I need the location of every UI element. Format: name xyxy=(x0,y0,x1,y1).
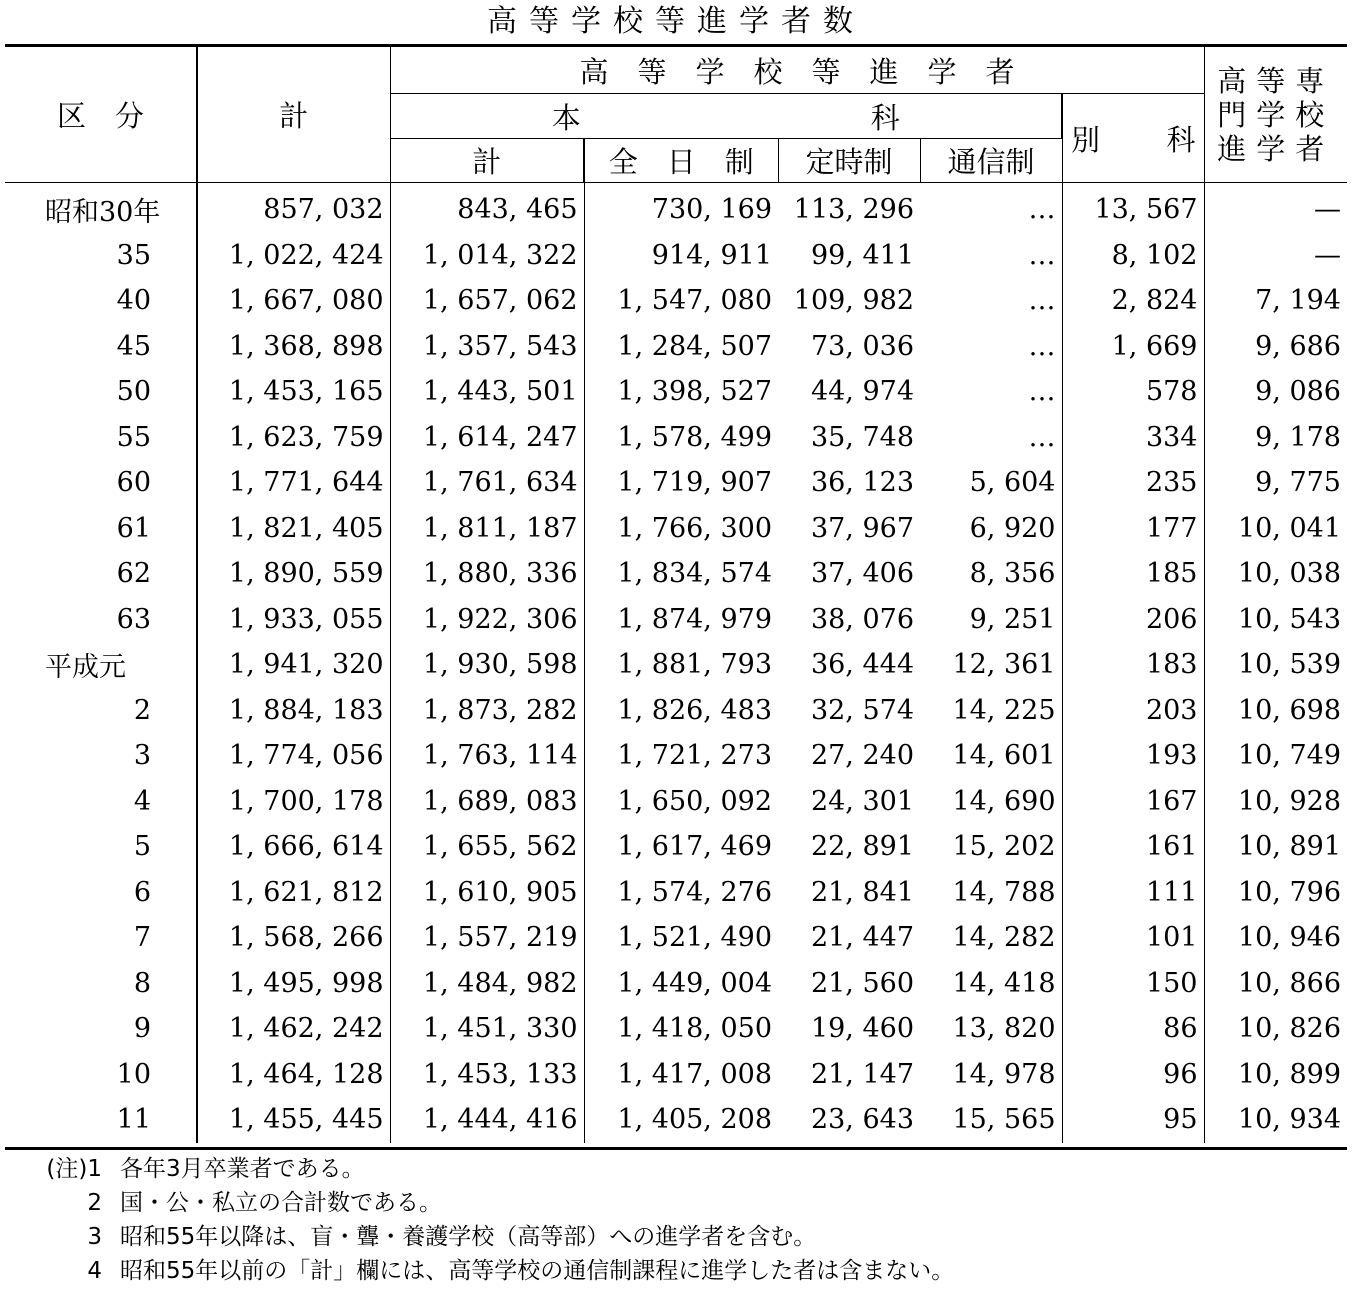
cell-koutou: 10, 826 xyxy=(1204,1006,1347,1052)
cell-bekka: 101 xyxy=(1062,915,1204,961)
cell-parttime: 21, 560 xyxy=(810,967,914,999)
table-row xyxy=(5,779,1347,825)
cell-parttime: 38, 076 xyxy=(810,603,914,635)
cell-parttime: 21, 841 xyxy=(810,876,914,908)
cell-fulltime: 914, 911 xyxy=(584,233,778,279)
cell-parttime: 37, 406 xyxy=(810,558,914,590)
header-koutou-line1: 高等専 xyxy=(1217,63,1335,98)
cell-total: 1, 890, 559 xyxy=(197,551,390,597)
row-label-cell xyxy=(5,506,197,552)
cell-koutou: 9, 686 xyxy=(1204,324,1347,370)
cell-total: 1, 568, 266 xyxy=(197,915,390,961)
row-label-cell xyxy=(5,460,197,506)
cell-honka-total: 1, 761, 634 xyxy=(390,460,584,506)
cell-parttime: 19, 460 xyxy=(810,1013,914,1045)
table-row xyxy=(5,824,1347,870)
page-title: 高等学校等進学者数 xyxy=(487,4,865,39)
cell-total: 1, 623, 759 xyxy=(197,415,390,461)
row-label: 2 xyxy=(133,694,151,726)
cell-correspondence: 14, 282 xyxy=(952,922,1056,954)
note-text: 国・公・私立の合計数である。 xyxy=(120,1190,442,1216)
cell-koutou: 9, 178 xyxy=(1204,415,1347,461)
cell-parttime: 37, 967 xyxy=(810,512,914,544)
cell-total: 1, 666, 614 xyxy=(197,824,390,870)
cell-honka-total: 1, 655, 562 xyxy=(390,824,584,870)
row-label: 61 xyxy=(116,512,151,544)
table-row xyxy=(5,324,1347,370)
row-label-cell xyxy=(5,779,197,825)
row-label-cell xyxy=(5,824,197,870)
cell-total: 1, 464, 128 xyxy=(197,1052,390,1098)
cell-correspondence: 14, 690 xyxy=(952,785,1056,817)
row-label: 4 xyxy=(133,785,151,817)
row-label-cell xyxy=(5,233,197,279)
cell-honka-total: 1, 014, 322 xyxy=(390,233,584,279)
cell-bekka: 96 xyxy=(1062,1052,1204,1098)
row-label: 5 xyxy=(133,831,151,863)
cell-koutou: 10, 866 xyxy=(1204,961,1347,1007)
note-label: 4 xyxy=(87,1258,102,1284)
row-label-cell xyxy=(5,324,197,370)
cell-total: 1, 621, 812 xyxy=(197,870,390,916)
cell-bekka: 193 xyxy=(1062,733,1204,779)
row-label-cell xyxy=(5,1052,197,1098)
cell-total: 1, 022, 424 xyxy=(197,233,390,279)
cell-honka-total: 1, 922, 306 xyxy=(390,597,584,643)
cell-bekka: 334 xyxy=(1062,415,1204,461)
table-row xyxy=(5,506,1347,552)
cell-parttime: 36, 444 xyxy=(810,649,914,681)
cell-honka-total: 1, 614, 247 xyxy=(390,415,584,461)
header-koutou-senmon xyxy=(1204,46,1347,183)
row-label: 7 xyxy=(133,922,151,954)
cell-honka-total: 1, 763, 114 xyxy=(390,733,584,779)
cell-koutou: 10, 946 xyxy=(1204,915,1347,961)
cell-honka-total: 1, 689, 083 xyxy=(390,779,584,825)
cell-bekka: 95 xyxy=(1062,1097,1204,1143)
note-item xyxy=(20,1220,1340,1254)
row-label-cell xyxy=(5,278,197,324)
cell-correspondence: … xyxy=(1028,239,1056,271)
row-label-cell xyxy=(5,597,197,643)
cell-fulltime: 730, 169 xyxy=(584,183,778,233)
cell-fulltime: 1, 874, 979 xyxy=(584,597,778,643)
cell-fulltime: 1, 405, 208 xyxy=(584,1097,778,1143)
cell-bekka: 150 xyxy=(1062,961,1204,1007)
row-label-cell xyxy=(5,415,197,461)
row-label-cell xyxy=(5,183,197,233)
cell-total: 1, 453, 165 xyxy=(197,369,390,415)
cell-correspondence: 8, 356 xyxy=(969,558,1056,590)
cell-fulltime: 1, 574, 276 xyxy=(584,870,778,916)
row-label: 55 xyxy=(116,421,151,453)
cell-koutou: 10, 796 xyxy=(1204,870,1347,916)
cell-bekka: 13, 567 xyxy=(1062,183,1204,233)
cell-parttime: 24, 301 xyxy=(810,785,914,817)
table-body xyxy=(5,183,1347,1143)
cell-honka-total: 843, 465 xyxy=(390,183,584,233)
header-fulltime: 全 日 制 xyxy=(584,139,778,183)
row-label-cell xyxy=(5,915,197,961)
cell-fulltime: 1, 766, 300 xyxy=(584,506,778,552)
table-row xyxy=(5,961,1347,1007)
row-label-cell xyxy=(5,1006,197,1052)
enrollment-table xyxy=(5,44,1347,1143)
table-row xyxy=(5,733,1347,779)
header-bekka xyxy=(1062,94,1204,183)
cell-correspondence: … xyxy=(1028,285,1056,317)
cell-bekka: 111 xyxy=(1062,870,1204,916)
row-label: 9 xyxy=(133,1013,151,1045)
bottom-rule xyxy=(5,1147,1347,1150)
header-category: 区 分 xyxy=(5,46,197,183)
cell-bekka: 183 xyxy=(1062,642,1204,688)
cell-fulltime: 1, 449, 004 xyxy=(584,961,778,1007)
cell-honka-total: 1, 443, 501 xyxy=(390,369,584,415)
row-label: 35 xyxy=(116,239,151,271)
note-item xyxy=(20,1186,1340,1220)
cell-fulltime: 1, 719, 907 xyxy=(584,460,778,506)
table-row xyxy=(5,597,1347,643)
table-row xyxy=(5,278,1347,324)
row-label-cell xyxy=(5,642,197,688)
row-label: 63 xyxy=(116,603,151,635)
cell-parttime: 22, 891 xyxy=(810,831,914,863)
cell-parttime: 109, 982 xyxy=(793,285,914,317)
cell-parttime: 35, 748 xyxy=(810,421,914,453)
note-item xyxy=(20,1152,1340,1186)
cell-koutou: 10, 038 xyxy=(1204,551,1347,597)
cell-correspondence: 14, 978 xyxy=(952,1058,1056,1090)
cell-koutou: 10, 698 xyxy=(1204,688,1347,734)
cell-bekka: 1, 669 xyxy=(1062,324,1204,370)
row-label: 11 xyxy=(116,1104,151,1136)
cell-honka-total: 1, 484, 982 xyxy=(390,961,584,1007)
cell-correspondence: … xyxy=(1028,194,1056,226)
table-row xyxy=(5,460,1347,506)
cell-koutou: 10, 934 xyxy=(1204,1097,1347,1143)
cell-koutou: 10, 928 xyxy=(1204,779,1347,825)
header-honka: 本 科 xyxy=(390,94,1062,139)
header-honka-total: 計 xyxy=(390,139,584,183)
cell-correspondence: … xyxy=(1028,421,1056,453)
cell-parttime: 44, 974 xyxy=(810,376,914,408)
cell-correspondence: 15, 202 xyxy=(952,831,1056,863)
cell-koutou: 10, 543 xyxy=(1204,597,1347,643)
cell-total: 1, 495, 998 xyxy=(197,961,390,1007)
cell-bekka: 578 xyxy=(1062,369,1204,415)
cell-correspondence: 6, 920 xyxy=(969,512,1056,544)
cell-correspondence: 14, 601 xyxy=(952,740,1056,772)
cell-honka-total: 1, 357, 543 xyxy=(390,324,584,370)
row-label-cell xyxy=(5,733,197,779)
cell-honka-total: 1, 811, 187 xyxy=(390,506,584,552)
cell-koutou: 7, 194 xyxy=(1204,278,1347,324)
header-parttime: 定時制 xyxy=(778,139,920,183)
cell-koutou: — xyxy=(1204,233,1347,279)
row-label: 60 xyxy=(116,467,151,499)
cell-correspondence: 13, 820 xyxy=(952,1013,1056,1045)
cell-correspondence: 5, 604 xyxy=(969,467,1056,499)
cell-honka-total: 1, 453, 133 xyxy=(390,1052,584,1098)
cell-bekka: 206 xyxy=(1062,597,1204,643)
row-label-cell xyxy=(5,961,197,1007)
row-label: 3 xyxy=(133,740,151,772)
cell-koutou: — xyxy=(1204,183,1347,233)
cell-total: 1, 368, 898 xyxy=(197,324,390,370)
row-label: 40 xyxy=(116,285,151,317)
cell-fulltime: 1, 721, 273 xyxy=(584,733,778,779)
cell-parttime: 32, 574 xyxy=(810,694,914,726)
cell-total: 1, 771, 644 xyxy=(197,460,390,506)
header-correspondence: 通信制 xyxy=(920,139,1062,183)
table-row xyxy=(5,369,1347,415)
row-label: 50 xyxy=(116,376,151,408)
row-label: 8 xyxy=(133,967,151,999)
cell-honka-total: 1, 557, 219 xyxy=(390,915,584,961)
cell-fulltime: 1, 547, 080 xyxy=(584,278,778,324)
cell-bekka: 8, 102 xyxy=(1062,233,1204,279)
cell-parttime: 113, 296 xyxy=(793,194,914,226)
table-row xyxy=(5,915,1347,961)
cell-honka-total: 1, 657, 062 xyxy=(390,278,584,324)
cell-fulltime: 1, 417, 008 xyxy=(584,1052,778,1098)
cell-parttime: 21, 147 xyxy=(810,1058,914,1090)
cell-fulltime: 1, 826, 483 xyxy=(584,688,778,734)
cell-correspondence: 15, 565 xyxy=(952,1104,1056,1136)
cell-bekka: 235 xyxy=(1062,460,1204,506)
cell-fulltime: 1, 881, 793 xyxy=(584,642,778,688)
cell-total: 1, 941, 320 xyxy=(197,642,390,688)
cell-bekka: 2, 824 xyxy=(1062,278,1204,324)
table-header xyxy=(5,46,1347,183)
cell-fulltime: 1, 418, 050 xyxy=(584,1006,778,1052)
table-row xyxy=(5,233,1347,279)
note-label: 3 xyxy=(87,1224,102,1250)
cell-fulltime: 1, 521, 490 xyxy=(584,915,778,961)
cell-bekka: 177 xyxy=(1062,506,1204,552)
table-row xyxy=(5,183,1347,233)
cell-fulltime: 1, 284, 507 xyxy=(584,324,778,370)
cell-honka-total: 1, 444, 416 xyxy=(390,1097,584,1143)
cell-honka-total: 1, 873, 282 xyxy=(390,688,584,734)
cell-honka-total: 1, 930, 598 xyxy=(390,642,584,688)
cell-koutou: 9, 775 xyxy=(1204,460,1347,506)
row-label: 6 xyxy=(133,876,151,908)
table-row xyxy=(5,870,1347,916)
table-row xyxy=(5,688,1347,734)
cell-honka-total: 1, 610, 905 xyxy=(390,870,584,916)
cell-fulltime: 1, 617, 469 xyxy=(584,824,778,870)
cell-bekka: 161 xyxy=(1062,824,1204,870)
header-total: 計 xyxy=(197,46,390,183)
header-koutou-line2: 門学校 xyxy=(1217,97,1335,132)
cell-parttime: 73, 036 xyxy=(810,330,914,362)
cell-correspondence: … xyxy=(1028,330,1056,362)
header-bekka-left: 別 xyxy=(1071,122,1101,157)
cell-honka-total: 1, 880, 336 xyxy=(390,551,584,597)
cell-correspondence: 12, 361 xyxy=(952,649,1056,681)
table-row xyxy=(5,1006,1347,1052)
cell-bekka: 203 xyxy=(1062,688,1204,734)
cell-honka-total: 1, 451, 330 xyxy=(390,1006,584,1052)
row-label: 10 xyxy=(116,1058,151,1090)
row-label-cell xyxy=(5,369,197,415)
cell-correspondence: 14, 225 xyxy=(952,694,1056,726)
cell-koutou: 10, 041 xyxy=(1204,506,1347,552)
cell-parttime: 99, 411 xyxy=(810,239,914,271)
cell-total: 1, 667, 080 xyxy=(197,278,390,324)
header-hs-group: 高 等 学 校 等 進 学 者 xyxy=(390,46,1204,94)
cell-total: 1, 455, 445 xyxy=(197,1097,390,1143)
cell-bekka: 185 xyxy=(1062,551,1204,597)
row-label-cell xyxy=(5,551,197,597)
header-koutou-line3: 進学者 xyxy=(1217,131,1335,166)
cell-parttime: 21, 447 xyxy=(810,922,914,954)
note-label: 2 xyxy=(87,1190,102,1216)
cell-total: 857, 032 xyxy=(197,183,390,233)
cell-koutou: 10, 891 xyxy=(1204,824,1347,870)
cell-parttime: 36, 123 xyxy=(810,467,914,499)
cell-parttime: 27, 240 xyxy=(810,740,914,772)
cell-total: 1, 821, 405 xyxy=(197,506,390,552)
cell-parttime: 23, 643 xyxy=(810,1104,914,1136)
row-label-cell xyxy=(5,870,197,916)
header-bekka-right: 科 xyxy=(1166,122,1196,157)
table-row xyxy=(5,551,1347,597)
cell-total: 1, 700, 178 xyxy=(197,779,390,825)
row-label-cell xyxy=(5,688,197,734)
note-label: (注)1 xyxy=(46,1156,102,1182)
note-text: 各年3月卒業者である。 xyxy=(120,1156,365,1182)
cell-fulltime: 1, 834, 574 xyxy=(584,551,778,597)
cell-correspondence: 9, 251 xyxy=(969,603,1056,635)
cell-fulltime: 1, 650, 092 xyxy=(584,779,778,825)
cell-koutou: 9, 086 xyxy=(1204,369,1347,415)
note-item xyxy=(20,1254,1340,1288)
cell-correspondence: 14, 418 xyxy=(952,967,1056,999)
cell-total: 1, 462, 242 xyxy=(197,1006,390,1052)
cell-fulltime: 1, 398, 527 xyxy=(584,369,778,415)
cell-total: 1, 774, 056 xyxy=(197,733,390,779)
cell-koutou: 10, 749 xyxy=(1204,733,1347,779)
cell-correspondence: … xyxy=(1028,376,1056,408)
row-label: 昭和30年 xyxy=(45,197,161,229)
row-label: 45 xyxy=(116,330,151,362)
table-row xyxy=(5,1052,1347,1098)
table-row xyxy=(5,642,1347,688)
cell-bekka: 167 xyxy=(1062,779,1204,825)
cell-correspondence: 14, 788 xyxy=(952,876,1056,908)
table-row xyxy=(5,415,1347,461)
cell-bekka: 86 xyxy=(1062,1006,1204,1052)
cell-total: 1, 933, 055 xyxy=(197,597,390,643)
note-text: 昭和55年以降は、盲・聾・養護学校（高等部）への進学者を含む。 xyxy=(120,1224,817,1250)
cell-total: 1, 884, 183 xyxy=(197,688,390,734)
table-row xyxy=(5,1097,1347,1143)
note-text: 昭和55年以前の「計」欄には、高等学校の通信制課程に進学した者は含まない。 xyxy=(120,1258,955,1284)
cell-koutou: 10, 539 xyxy=(1204,642,1347,688)
row-label: 平成元 xyxy=(45,652,126,684)
notes xyxy=(20,1152,1340,1288)
cell-koutou: 10, 899 xyxy=(1204,1052,1347,1098)
row-label: 62 xyxy=(116,558,151,590)
row-label-cell xyxy=(5,1097,197,1143)
cell-fulltime: 1, 578, 499 xyxy=(584,415,778,461)
